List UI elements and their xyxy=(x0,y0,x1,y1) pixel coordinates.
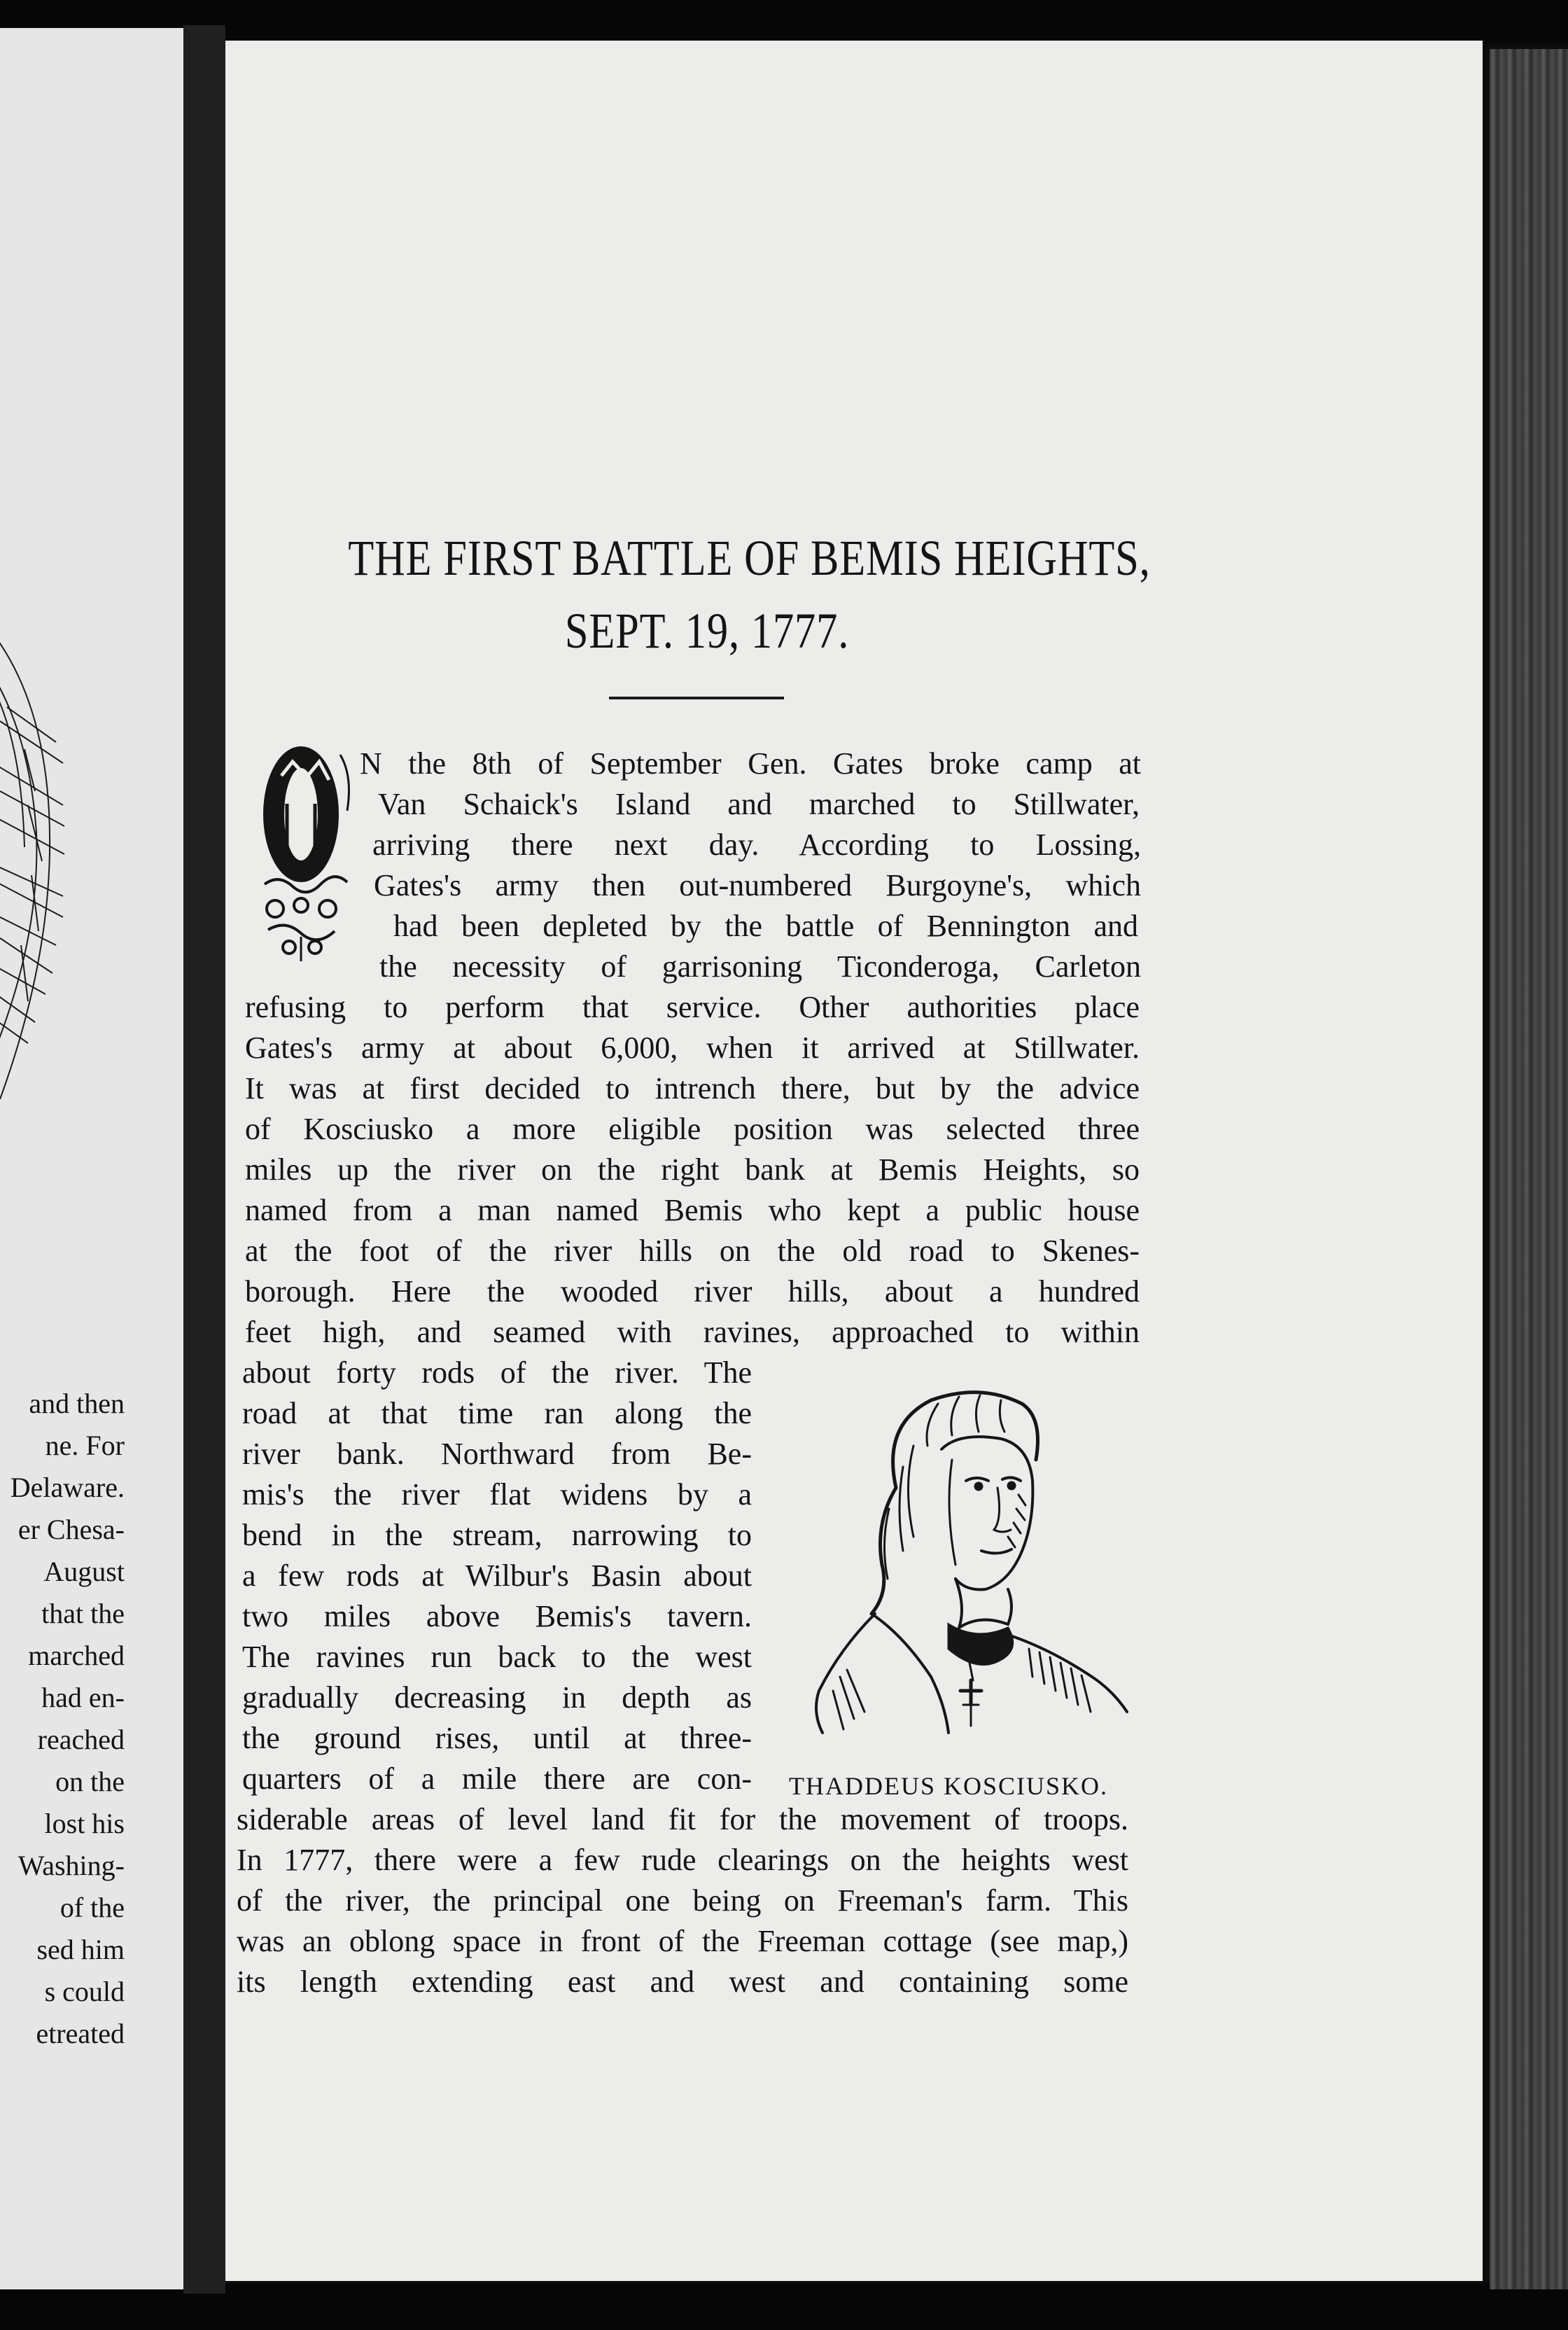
body-line: arriving there next day. According to Lossing, xyxy=(372,828,1141,862)
body-line: bend in the stream, narrowing to xyxy=(242,1518,752,1552)
facing-page-line: er Chesa- xyxy=(18,1514,125,1545)
body-line: quarters of a mile there are con- xyxy=(242,1762,752,1796)
facing-page-line: that the xyxy=(41,1598,125,1629)
facing-page-engraving xyxy=(0,581,77,1141)
body-line: two miles above Bemis's tavern. xyxy=(242,1599,752,1633)
facing-page-line: and then xyxy=(29,1388,125,1419)
facing-page-line: Washing- xyxy=(18,1850,125,1881)
body-line: gradually decreasing in depth as xyxy=(242,1680,752,1715)
scan-border-top xyxy=(0,0,1568,43)
body-line: N the 8th of September Gen. Gates broke camp at xyxy=(360,746,1141,781)
ornamental-drop-cap-o-icon xyxy=(251,734,356,965)
body-line: It was at first decided to intrench there, but by the advice xyxy=(245,1071,1140,1105)
body-line: at the foot of the river hills on the old road to Skenes- xyxy=(245,1234,1140,1268)
facing-page-line: lost his xyxy=(44,1808,125,1839)
title-rule xyxy=(609,697,784,699)
facing-page xyxy=(0,28,183,2289)
scan-border-bottom xyxy=(0,2284,1568,2330)
body-line: the necessity of garrisoning Ticonderoga, Carleton xyxy=(379,949,1141,984)
kosciusko-portrait-engraving xyxy=(798,1383,1134,1736)
body-line: river bank. Northward from Be- xyxy=(242,1437,752,1471)
facing-page-line: on the xyxy=(55,1766,125,1797)
facing-page-line: sed him xyxy=(36,1934,125,1965)
body-line: mis's the river flat widens by a xyxy=(242,1477,752,1512)
facing-page-line: ne. For xyxy=(45,1430,125,1461)
chapter-date: SEPT. 19, 1777. xyxy=(564,603,850,659)
wood-background-edge xyxy=(1490,49,1568,2289)
body-line: refusing to perform that service. Other authorities place xyxy=(245,990,1140,1024)
body-line: of the river, the principal one being on Freeman's farm. This xyxy=(237,1883,1128,1918)
body-line: In 1777, there were a few rude clearings on the heights west xyxy=(237,1843,1128,1877)
portrait-caption: THADDEUS KOSCIUSKO. xyxy=(788,1772,1109,1800)
body-line: miles up the river on the right bank at Bemis Heights, so xyxy=(245,1152,1140,1187)
body-line: road at that time ran along the xyxy=(242,1396,752,1430)
body-line: had been depleted by the battle of Bennington and xyxy=(393,909,1138,943)
body-line: Van Schaick's Island and marched to Stillwater, xyxy=(378,787,1140,821)
chapter-title: THE FIRST BATTLE OF BEMIS HEIGHTS, xyxy=(348,530,1151,586)
body-line: about forty rods of the river. The xyxy=(242,1355,752,1390)
facing-page-line: etreated xyxy=(36,2018,125,2049)
body-line: was an oblong space in front of the Freeman cottage (see map,) xyxy=(237,1924,1128,1958)
facing-page-line: Delaware. xyxy=(10,1472,125,1503)
body-line: named from a man named Bemis who kept a public house xyxy=(245,1193,1140,1227)
facing-page-line: s could xyxy=(44,1976,125,2007)
body-line: siderable areas of level land fit for the movement of troops. xyxy=(237,1802,1128,1836)
facing-page-text xyxy=(0,1383,183,2055)
body-line: Gates's army at about 6,000, when it arrived at Stillwater. xyxy=(245,1031,1140,1065)
facing-page-line: had en- xyxy=(41,1682,125,1713)
facing-page-line: of the xyxy=(59,1892,125,1923)
book-gutter xyxy=(183,25,225,2294)
body-line: feet high, and seamed with ravines, approached to within xyxy=(245,1315,1140,1349)
body-line: The ravines run back to the west xyxy=(242,1640,752,1674)
facing-page-line: August xyxy=(43,1556,125,1587)
body-line: of Kosciusko a more eligible position was selected three xyxy=(245,1112,1140,1146)
body-line: Gates's army then out-numbered Burgoyne's, which xyxy=(374,868,1141,902)
body-line: borough. Here the wooded river hills, about a hundred xyxy=(245,1274,1140,1309)
facing-page-line: marched xyxy=(28,1640,125,1671)
facing-page-line: reached xyxy=(37,1724,125,1755)
body-line: a few rods at Wilbur's Basin about xyxy=(242,1558,752,1593)
body-line: its length extending east and west and containing some xyxy=(237,1965,1128,1999)
body-line: the ground rises, until at three- xyxy=(242,1721,752,1755)
